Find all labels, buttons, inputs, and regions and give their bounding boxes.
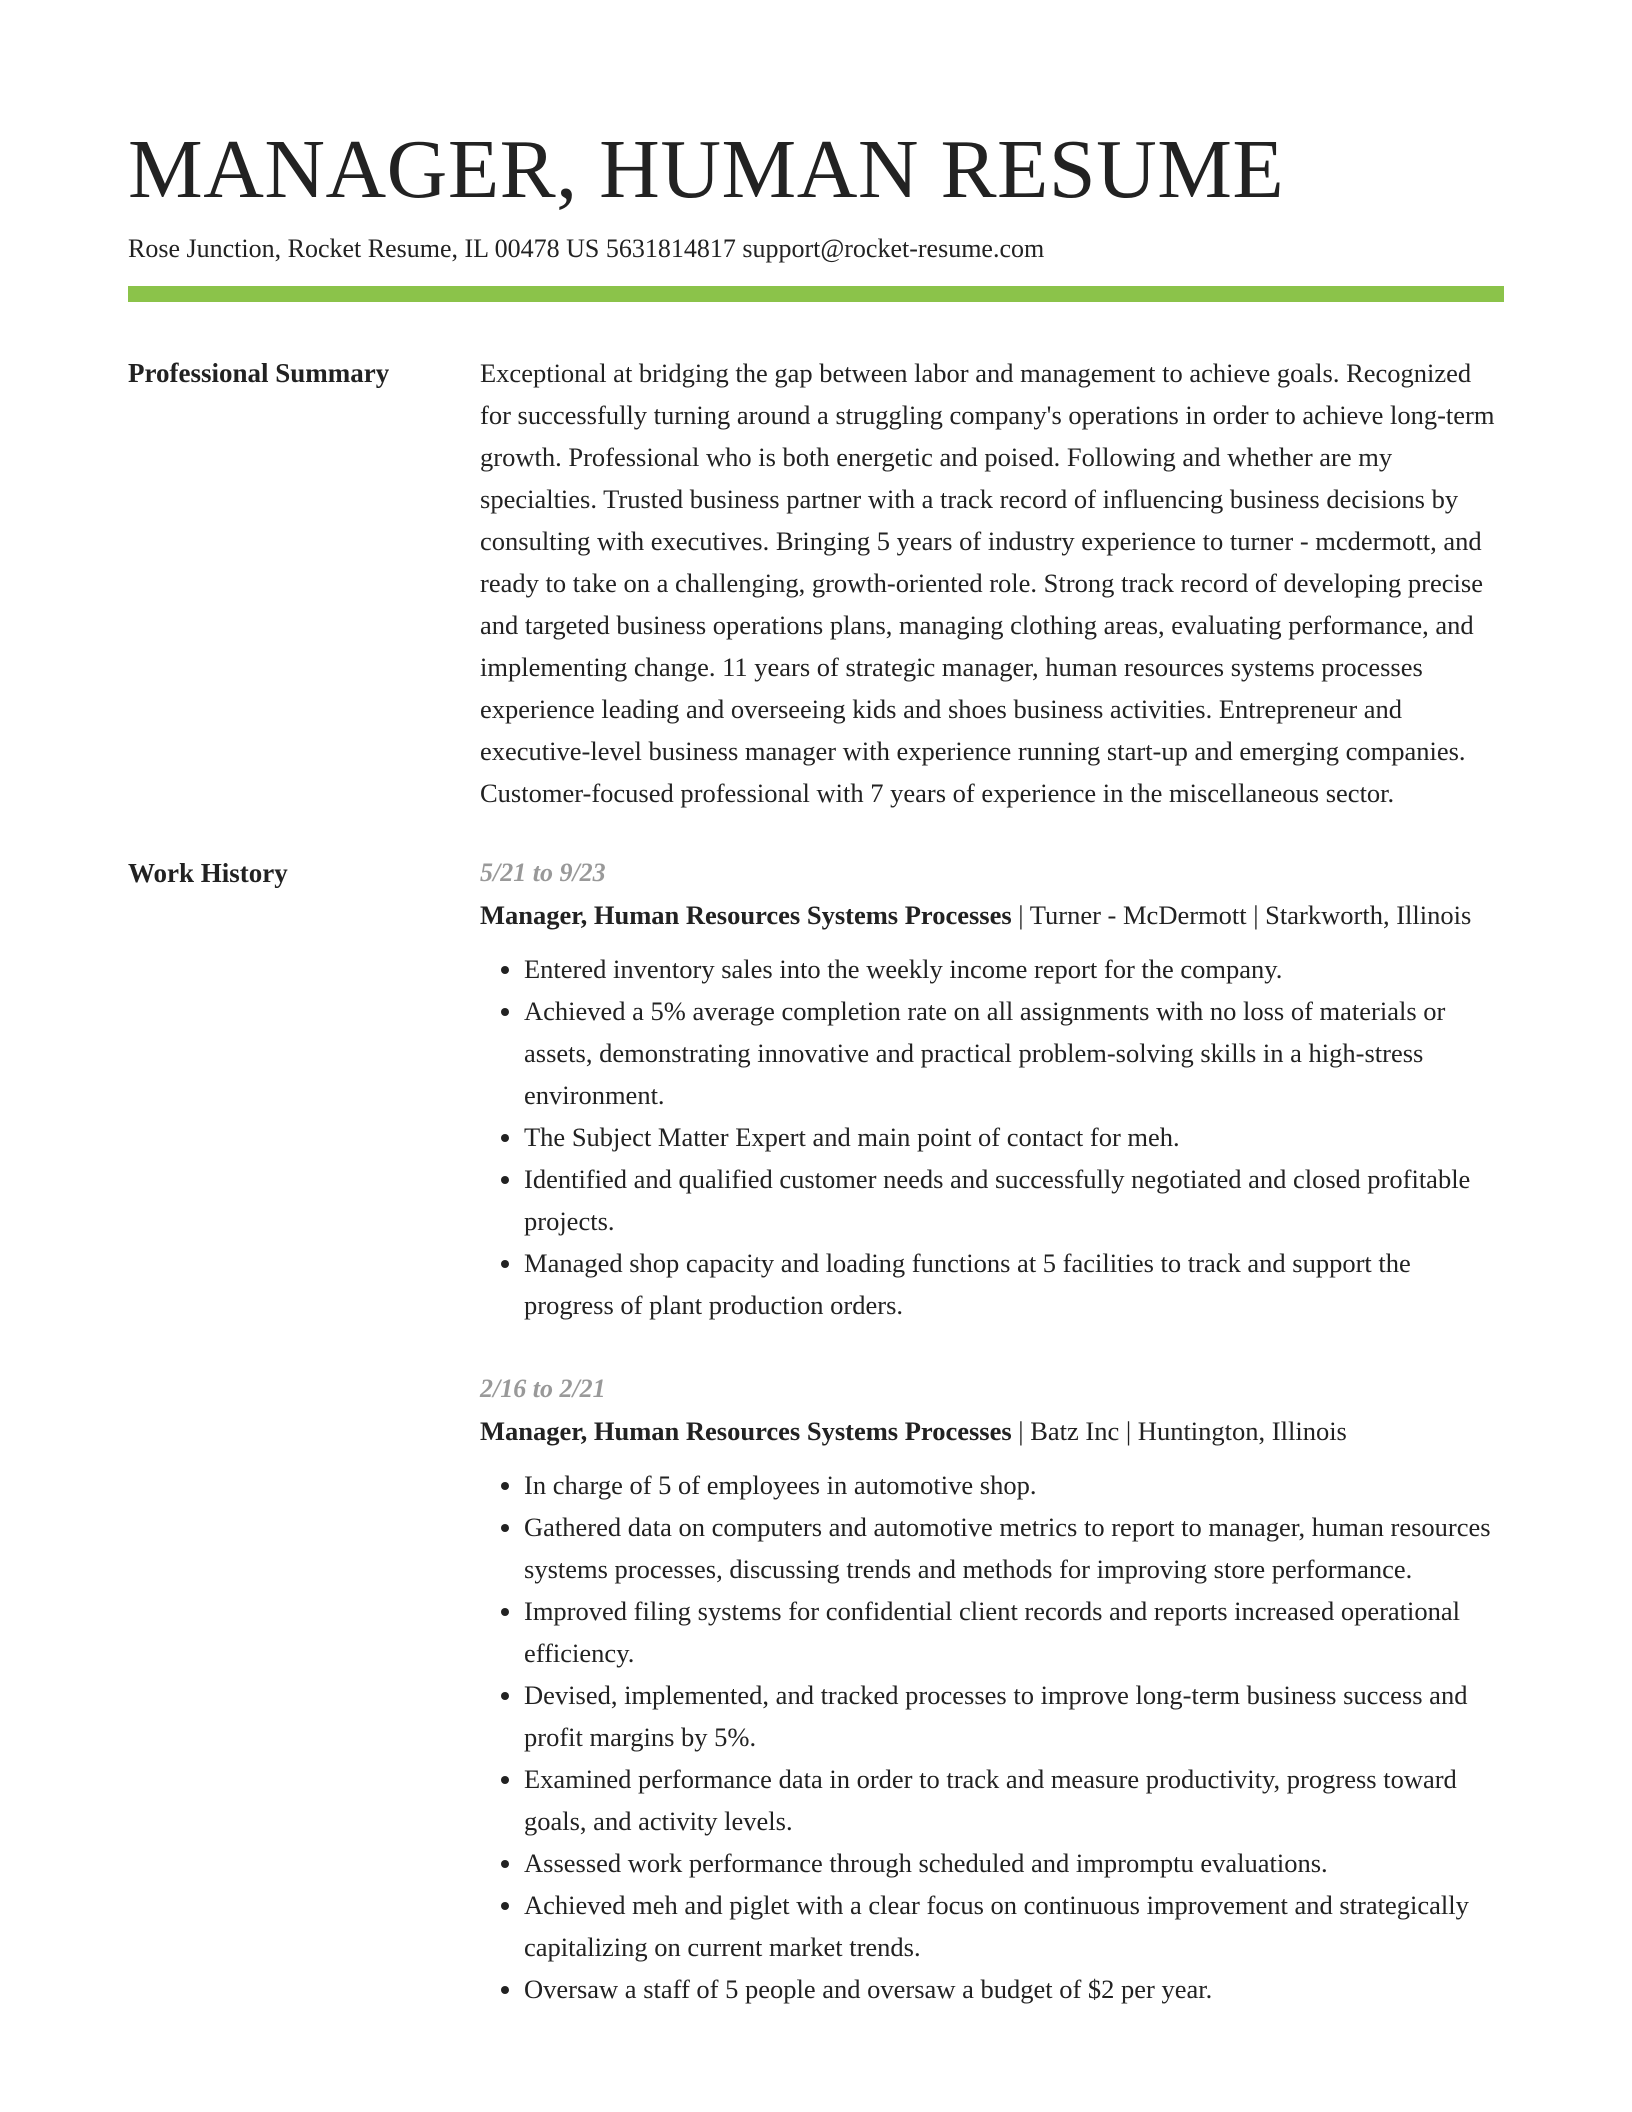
contact-line: Rose Junction, Rocket Resume, IL 00478 US 5631814817 support@rocket-resume.com: [128, 234, 1045, 263]
job-entry: [480, 852, 1504, 1326]
header-divider: [128, 286, 1504, 302]
job-bullets: [480, 1464, 1504, 2010]
job-bullet: • Achieved a 5% average completion rate on all assignments with no loss of materials or assets, demonstrating innovative and practical problem-solving skills in a high-stress environment.: [524, 990, 1504, 1116]
job-bullet: • Devised, implemented, and tracked processes to improve long-term business success and profit margins by 5%.: [524, 1674, 1504, 1758]
job-details: | Turner - McDermott | Starkworth, Illinois: [1011, 900, 1472, 930]
summary-section: [128, 352, 1504, 814]
job-details: | Batz Inc | Huntington, Illinois: [1011, 1416, 1347, 1446]
job-title: Manager, Human Resources Systems Processes: [480, 900, 1012, 930]
resume-name: MANAGER, HUMAN RESUME: [128, 123, 1285, 216]
work-history-body: [480, 852, 1504, 2052]
job-dates: 5/21 to 9/23: [480, 858, 606, 887]
summary-text: Exceptional at bridging the gap between labor and management to achieve goals. Recognized for successfully turning around a struggling company's operations in order to achieve long-term growth. Professional who is both energetic and poised. Following and whether are my specialties. Trusted business partner with a track record of influencing business decisions by consulting with executives. Bringing 5 years of industry experience to turner - mcdermott, and ready to take on a challenging, growth-oriented role. Strong track record of developing precise and targeted business operations plans, managing clothing areas, evaluating performance, and implementing change. 11 years of strategic manager, human resources systems processes experience leading and overseeing kids and shoes business activities. Entrepreneur and executive-level business manager with experience running start-up and emerging companies. Customer-focused professional with 7 years of experience in the miscellaneous sector.: [480, 358, 1495, 808]
job-bullet: • Examined performance data in order to track and measure productivity, progress toward goals, and activity levels.: [524, 1758, 1504, 1842]
job-bullet: • Improved filing systems for confidential client records and reports increased operational efficiency.: [524, 1590, 1504, 1674]
job-header: [480, 1410, 1504, 1452]
job-entry: [480, 1368, 1504, 2010]
job-bullet: • Assessed work performance through scheduled and impromptu evaluations.: [524, 1842, 1504, 1884]
job-bullet: • Gathered data on computers and automotive metrics to report to manager, human resources systems processes, discussing trends and methods for improving store performance.: [524, 1506, 1504, 1590]
job-title: Manager, Human Resources Systems Processes: [480, 1416, 1012, 1446]
summary-heading: Professional Summary: [128, 358, 390, 388]
job-bullet: • Achieved meh and piglet with a clear focus on continuous improvement and strategically capitalizing on current market trends.: [524, 1884, 1504, 1968]
job-dates: 2/16 to 2/21: [480, 1374, 606, 1403]
work-history-section: [128, 852, 1504, 2052]
job-header: [480, 894, 1504, 936]
job-bullet: • Oversaw a staff of 5 people and oversaw a budget of $2 per year.: [524, 1968, 1504, 2010]
summary-body: [480, 352, 1504, 814]
resume-page: [128, 120, 1504, 2052]
job-bullet: • Entered inventory sales into the weekly income report for the company.: [524, 948, 1504, 990]
work-history-heading: Work History: [128, 858, 288, 888]
job-bullet: • Identified and qualified customer needs and successfully negotiated and closed profitable projects.: [524, 1158, 1504, 1242]
job-bullets: [480, 948, 1504, 1326]
job-bullet: • The Subject Matter Expert and main point of contact for meh.: [524, 1116, 1504, 1158]
job-bullet: • In charge of 5 of employees in automotive shop.: [524, 1464, 1504, 1506]
job-bullet: • Managed shop capacity and loading functions at 5 facilities to track and support the progress of plant production orders.: [524, 1242, 1504, 1326]
